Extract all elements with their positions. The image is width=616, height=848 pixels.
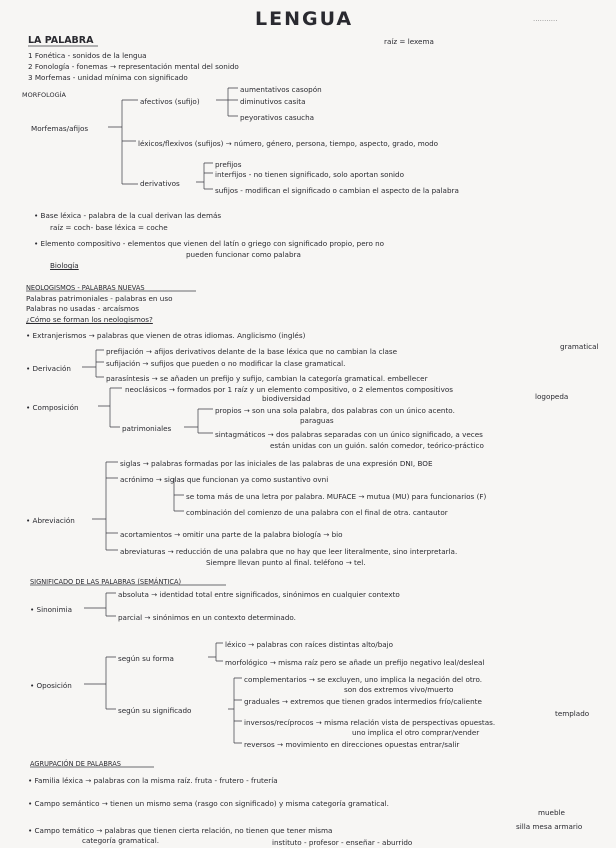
tree-leaf: propios → son una sola palabra, dos palabras con un único acento. xyxy=(215,406,455,415)
tree-leaf: parasíntesis → se añaden un prefijo y sufijo, cambian la categoría gramatical. embellecer xyxy=(106,374,428,383)
tree-root-label: • Sinonimia xyxy=(30,605,72,614)
tree-leaf: neoclásicos → formados por 1 raíz y un elemento compositivo, o 2 elementos compositivos xyxy=(125,385,453,394)
tree-bracket xyxy=(108,100,138,184)
tree-root-label: • Derivación xyxy=(26,364,71,373)
tree-leaf: morfológico → misma raíz pero se añade un prefijo negativo leal/desleal xyxy=(225,658,485,667)
list-item: 1 Fonética - sonidos de la lengua xyxy=(28,51,147,60)
tree-node: léxicos/flexivos (sufijos) → número, género, persona, tiempo, aspecto, grado, modo xyxy=(138,139,439,148)
note: gramatical xyxy=(560,342,599,351)
tree-leaf: parcial → sinónimos en un contexto determinado. xyxy=(118,613,296,622)
section-heading-neologismos: NEOLOGISMOS - PALABRAS NUEVAS xyxy=(26,284,145,292)
tree-leaf: están unidas con un guión. salón comedor, teórico-práctico xyxy=(270,441,484,450)
list-item: • Elemento compositivo - elementos que vienen del latín o griego con significado propio, pero no xyxy=(34,239,385,248)
list-item: • Extranjerismos → palabras que vienen de otras idiomas. Anglicismo (inglés) xyxy=(26,331,306,340)
tree-leaf: absoluta → identidad total entre significados, sinónimos en cualquier contexto xyxy=(118,590,400,599)
note: biodiversidad xyxy=(262,394,311,403)
tree-leaf: interfijos - no tienen significado, solo aportan sonido xyxy=(215,170,404,179)
tree-leaf: acrónimo → siglas que funcionan ya como sustantivo ovni xyxy=(120,475,329,484)
note: silla mesa armario xyxy=(516,822,583,831)
note: templado xyxy=(555,709,590,718)
list-item: pueden funcionar como palabra xyxy=(186,250,301,259)
tree-leaf: acortamientos → omitir una parte de la palabra biología → bio xyxy=(120,530,343,539)
tree-bracket xyxy=(92,462,118,550)
list-item: Palabras patrimoniales - palabras en uso xyxy=(26,294,173,303)
tree-node: según su forma xyxy=(118,654,174,663)
tree-leaf: reversos → movimiento en direcciones opuestas entrar/salir xyxy=(244,740,460,749)
tree-root-label: • Composición xyxy=(26,403,79,412)
tree-leaf: sintagmáticos → dos palabras separadas con un único significado, a veces xyxy=(215,430,483,439)
tree-leaf: prefijación → afijos derivativos delante de la base léxica que no cambian la clase xyxy=(106,347,398,356)
tree-bracket xyxy=(216,88,238,116)
corner-note: ........... xyxy=(533,15,558,23)
tree-bracket xyxy=(228,678,242,743)
tree-leaf: se toma más de una letra por palabra. MUFACE → mutua (MU) para funcionarios (F) xyxy=(186,492,487,501)
tree-root-label: • Oposición xyxy=(30,681,72,690)
tree-node: según su significado xyxy=(118,706,192,715)
tree-bracket xyxy=(98,388,122,427)
tree-leaf: sufijos - modifican el significado o cambian el aspecto de la palabra xyxy=(215,186,459,195)
tree-leaf: Siempre llevan punto al final. teléfono → tel. xyxy=(206,558,366,567)
list-item: • Campo semántico → tienen un mismo sema (rasgo con significado) y misma categoría gramatical. xyxy=(28,799,389,808)
tree-leaf: aumentativos casopón xyxy=(240,85,322,94)
list-item: • Campo temático → palabras que tienen cierta relación, no tienen que tener misma xyxy=(28,826,333,835)
tree-leaf: son dos extremos vivo/muerto xyxy=(344,685,454,694)
list-item: • Base léxica - palabra de la cual derivan las demás xyxy=(34,211,222,220)
tree-leaf: inversos/recíprocos → misma relación vista de perspectivas opuestas. xyxy=(244,718,496,727)
list-item: raíz = coch- base léxica = coche xyxy=(50,223,168,232)
tree-root-label: Morfemas/afijos xyxy=(31,124,89,133)
section-heading-semantica: SIGNIFICADO DE LAS PALABRAS (SEMÁNTICA) xyxy=(30,578,182,586)
tree-root-label: • Abreviación xyxy=(26,516,75,525)
tree-node: patrimoniales xyxy=(122,424,172,433)
tree-bracket xyxy=(196,163,213,189)
section-heading-agrupacion: AGRUPACIÓN DE PALABRAS xyxy=(30,760,121,768)
note: logopeda xyxy=(535,392,569,401)
tree-leaf: léxico → palabras con raíces distintas alto/bajo xyxy=(225,640,394,649)
tree-bracket xyxy=(208,643,223,661)
tree-bracket xyxy=(82,350,104,377)
tree-bracket xyxy=(84,657,116,709)
section-heading-la-palabra: LA PALABRA xyxy=(28,35,94,46)
list-item: Palabras no usadas - arcaísmos xyxy=(26,304,140,313)
tree-leaf: complementarios → se excluyen, uno implica la negación del otro. xyxy=(244,675,483,684)
tree-leaf: siglas → palabras formadas por las iniciales de las palabras de una expresión DNI, BOE xyxy=(120,459,433,468)
tree-leaf: prefijos xyxy=(215,160,242,169)
tree-leaf: sufijación → sufijos que pueden o no modificar la clase gramatical. xyxy=(106,359,346,368)
tree-leaf: diminutivos casita xyxy=(240,97,306,106)
tree-node: afectivos (sufijo) xyxy=(140,97,200,106)
list-item: 3 Morfemas - unidad mínima con significado xyxy=(28,73,188,82)
note: paraguas xyxy=(300,416,334,425)
morfologia-label: MORFOLOGÍA xyxy=(22,91,67,99)
tree-bracket xyxy=(184,409,213,433)
list-item: instituto - profesor - enseñar - aburrido xyxy=(272,838,413,847)
list-item: • Familia léxica → palabras con la misma raíz. fruta - frutero - frutería xyxy=(28,776,278,785)
note: mueble xyxy=(538,808,565,817)
tree-leaf: combinación del comienzo de una palabra con el final de otra. cantautor xyxy=(186,508,448,517)
list-item: categoría gramatical. xyxy=(82,836,159,845)
page-title: LENGUA xyxy=(255,8,354,30)
tree-node: derivativos xyxy=(140,179,180,188)
tree-leaf: uno implica el otro comprar/vender xyxy=(352,728,480,737)
list-item: 2 Fonología - fonemas → representación mental del sonido xyxy=(28,62,239,71)
tree-leaf: peyorativos casucha xyxy=(240,113,315,122)
tree-leaf: graduales → extremos que tienen grados intermedios frío/caliente xyxy=(244,697,482,706)
tree-bracket xyxy=(84,593,116,616)
raiz-note: raíz = lexema xyxy=(384,37,434,46)
example-word: Biología xyxy=(50,261,79,270)
question-heading: ¿Cómo se forman los neologismos? xyxy=(26,315,153,324)
tree-leaf: abreviaturas → reducción de una palabra que no hay que leer literalmente, sino interpretarla. xyxy=(120,547,458,556)
